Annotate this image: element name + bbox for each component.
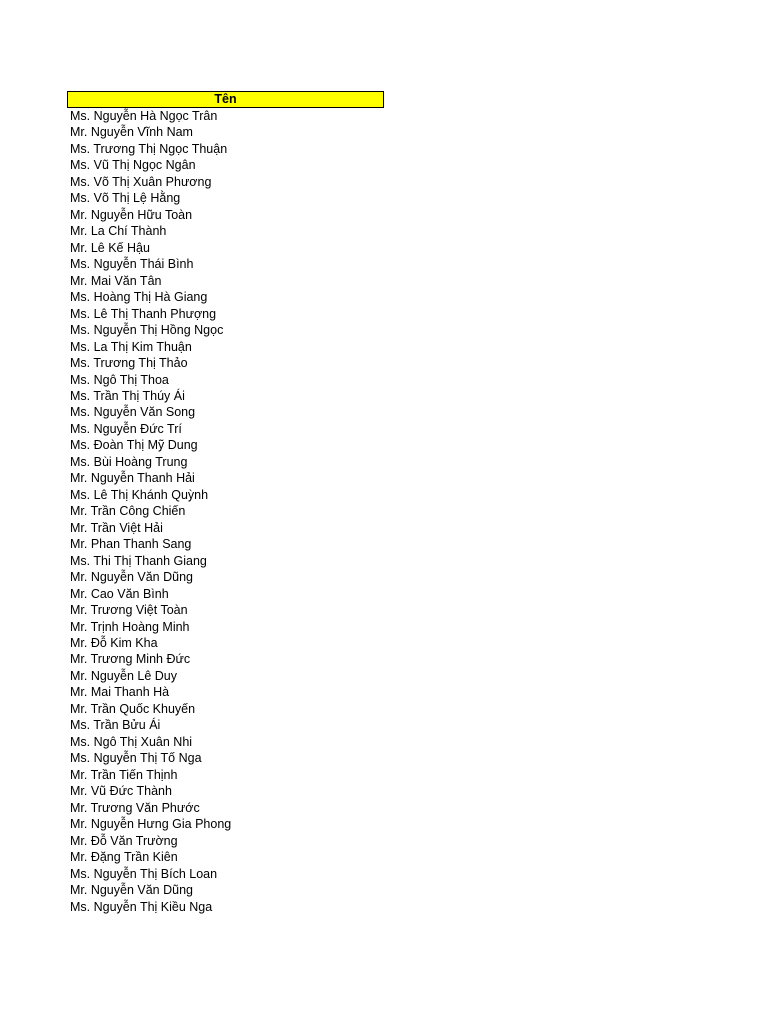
- list-item[interactable]: Mr. Trần Việt Hải: [70, 520, 163, 535]
- list-item[interactable]: Ms. Võ Thị Xuân Phương: [70, 174, 212, 189]
- list-item[interactable]: Ms. Đoàn Thị Mỹ Dung: [70, 438, 198, 453]
- list-item[interactable]: Mr. Lê Kế Hậu: [70, 240, 150, 255]
- list-item[interactable]: Ms. Nguyễn Văn Song: [70, 405, 196, 420]
- list-item[interactable]: Ms. Ngô Thị Xuân Nhi: [70, 734, 193, 749]
- list-item[interactable]: Mr. Trương Văn Phước: [70, 800, 200, 815]
- list-item[interactable]: Mr. Trương Việt Toàn: [70, 603, 188, 618]
- list-item[interactable]: Ms. Nguyễn Thị Hồng Ngọc: [70, 323, 224, 338]
- list-item[interactable]: Mr. Nguyễn Văn Dũng: [70, 570, 193, 585]
- list-item[interactable]: Ms. Lê Thị Thanh Phượng: [70, 306, 217, 321]
- list-item[interactable]: Mr. Nguyễn Hữu Toàn: [70, 207, 193, 222]
- list-item[interactable]: Mr. Đặng Trần Kiên: [70, 850, 178, 865]
- list-item[interactable]: Ms. Trần Bửu Ái: [70, 718, 161, 733]
- list-item[interactable]: Mr. Nguyễn Vĩnh Nam: [70, 125, 193, 140]
- list-item[interactable]: Mr. Trần Quốc Khuyến: [70, 701, 196, 716]
- list-item[interactable]: Ms. Nguyễn Thái Bình: [70, 257, 194, 272]
- name-sheet: [67, 91, 384, 915]
- list-item[interactable]: Mr. Trần Tiến Thịnh: [70, 767, 178, 782]
- list-item[interactable]: Mr. Đỗ Kim Kha: [70, 636, 158, 650]
- column-header-ten[interactable]: Tên: [67, 91, 384, 108]
- list-item[interactable]: Ms. Nguyễn Thị Bích Loan: [70, 866, 218, 881]
- list-item[interactable]: Ms. La Thị Kim Thuận: [70, 339, 192, 354]
- list-item[interactable]: Mr. Phan Thanh Sang: [70, 537, 192, 552]
- name-list: [67, 108, 384, 915]
- list-item[interactable]: Mr. Nguyễn Hưng Gia Phong: [70, 817, 232, 832]
- list-item[interactable]: Mr. Trương Minh Đức: [70, 652, 191, 667]
- list-item[interactable]: Mr. Mai Văn Tân: [70, 273, 162, 288]
- list-item[interactable]: Ms. Võ Thị Lệ Hằng: [70, 191, 181, 206]
- list-item[interactable]: Ms. Hoàng Thị Hà Giang: [70, 290, 208, 305]
- list-item[interactable]: Mr. Cao Văn Bình: [70, 586, 169, 601]
- list-item[interactable]: Mr. Trần Công Chiến: [70, 504, 186, 519]
- list-item[interactable]: Mr. Nguyễn Văn Dũng: [70, 883, 193, 898]
- list-item[interactable]: Ms. Trương Thị Ngọc Thuận: [70, 141, 228, 156]
- list-item[interactable]: Ms. Trần Thị Thúy Ái: [70, 388, 185, 403]
- list-item[interactable]: Mr. La Chí Thành: [70, 224, 167, 239]
- list-item[interactable]: Ms. Nguyễn Đức Trí: [70, 421, 182, 436]
- list-item[interactable]: Ms. Lê Thị Khánh Quỳnh: [70, 487, 209, 502]
- list-item[interactable]: Mr. Nguyễn Lê Duy: [70, 668, 177, 683]
- list-item[interactable]: Mr. Đỗ Văn Trường: [70, 833, 178, 848]
- list-item[interactable]: Mr. Vũ Đức Thành: [70, 784, 172, 799]
- list-item[interactable]: Ms. Bùi Hoàng Trung: [70, 454, 188, 469]
- list-item[interactable]: Ms. Thi Thị Thanh Giang: [70, 553, 207, 568]
- list-item[interactable]: Ms. Nguyễn Hà Ngọc Trân: [70, 109, 218, 123]
- list-item[interactable]: Ms. Nguyễn Thị Kiều Nga: [70, 899, 213, 914]
- list-item[interactable]: Ms. Vũ Thị Ngọc Ngân: [70, 158, 196, 173]
- list-item[interactable]: Ms. Trương Thị Thảo: [70, 356, 188, 371]
- list-item[interactable]: Ms. Ngô Thị Thoa: [70, 372, 169, 387]
- list-item[interactable]: Mr. Nguyễn Thanh Hải: [70, 471, 195, 486]
- list-item[interactable]: Mr. Mai Thanh Hà: [70, 685, 170, 700]
- list-item[interactable]: Mr. Trịnh Hoàng Minh: [70, 619, 190, 634]
- list-item[interactable]: Ms. Nguyễn Thị Tố Nga: [70, 751, 202, 766]
